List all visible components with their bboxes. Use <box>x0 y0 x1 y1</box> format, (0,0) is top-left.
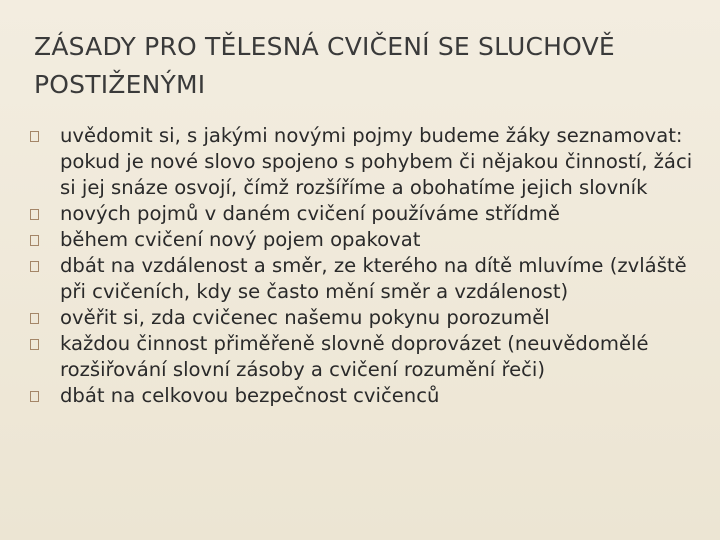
list-item-text: během cvičení nový pojem opakovat <box>60 228 421 251</box>
list-item-text: dbát na celkovou bezpečnost cvičenců <box>60 384 440 407</box>
square-bullet-icon <box>30 209 39 220</box>
square-bullet-icon <box>30 339 39 350</box>
list-item <box>30 383 710 409</box>
list-item-text: ověřit si, zda cvičenec našemu pokynu porozuměl <box>60 306 550 329</box>
square-bullet-icon <box>30 131 39 142</box>
list-item-text: každou činnost přiměřeně slovně doprovázet (neuvědomělé rozšiřování slovní zásoby a cvičení rozumění řeči) <box>60 332 649 381</box>
list-item <box>30 227 710 253</box>
square-bullet-icon <box>30 391 39 402</box>
square-bullet-icon <box>30 313 39 324</box>
list-item <box>30 305 710 331</box>
bullet-list <box>30 123 710 409</box>
slide-title <box>34 28 694 104</box>
square-bullet-icon <box>30 235 39 246</box>
list-item <box>30 123 710 201</box>
slide-title-line-2: POSTIŽENÝMI <box>34 70 206 99</box>
list-item <box>30 331 710 383</box>
list-item-text: nových pojmů v daném cvičení používáme střídmě <box>60 202 560 225</box>
list-item-text: uvědomit si, s jakými novými pojmy budeme žáky seznamovat: pokud je nové slovo spojeno s pohybem či nějakou činností, žáci si jej snáze osvojí, čímž rozšíříme a obohatíme jejich slovník <box>60 124 693 199</box>
slide-title-line-1: ZÁSADY PRO TĚLESNÁ CVIČENÍ SE SLUCHOVĚ <box>34 32 615 61</box>
square-bullet-icon <box>30 261 39 272</box>
list-item-text: dbát na vzdálenost a směr, ze kterého na dítě mluvíme (zvláště při cvičeních, kdy se často mění směr a vzdálenost) <box>60 254 687 303</box>
list-item <box>30 253 710 305</box>
list-item <box>30 201 710 227</box>
